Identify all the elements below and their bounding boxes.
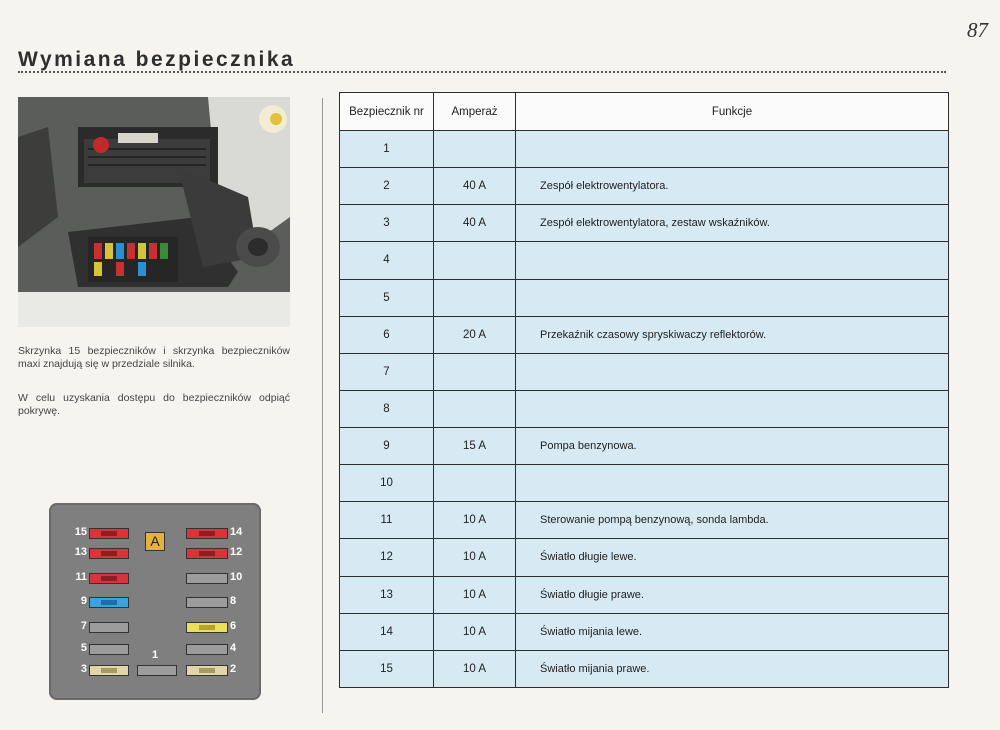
fuse-box-label-a: A	[145, 532, 165, 551]
cell-function: Zespół elektrowentylatora.	[516, 168, 949, 205]
table-row	[340, 316, 949, 353]
table-row	[340, 242, 949, 279]
fuse-box-diagram	[49, 503, 261, 700]
slot-number-1: 1	[152, 649, 159, 661]
column-divider	[322, 98, 323, 713]
cell-fuse-number: 4	[340, 242, 434, 279]
slot-number: 2	[230, 663, 237, 675]
table-row	[340, 168, 949, 205]
cell-amperage: 10 A	[434, 576, 516, 613]
cell-amperage: 15 A	[434, 428, 516, 465]
cell-function: Pompa benzynowa.	[516, 428, 949, 465]
slot-number: 13	[74, 546, 87, 558]
cell-fuse-number: 15	[340, 650, 434, 687]
cell-fuse-number: 1	[340, 131, 434, 168]
caption-access: W celu uzyskania dostępu do bezpieczników odpiąć pokrywę.	[18, 392, 290, 417]
cell-function	[516, 390, 949, 427]
cell-fuse-number: 6	[340, 316, 434, 353]
cell-amperage	[434, 390, 516, 427]
cell-amperage: 40 A	[434, 168, 516, 205]
fuse-slot	[89, 548, 129, 559]
slot-number: 4	[230, 642, 237, 654]
engine-bay-photo	[18, 97, 290, 327]
cell-amperage: 10 A	[434, 502, 516, 539]
column-header-functions: Funkcje	[516, 93, 949, 131]
cell-amperage: 10 A	[434, 613, 516, 650]
slot-number: 11	[75, 571, 87, 583]
table-header-row	[340, 93, 949, 131]
slot-number: 6	[230, 620, 237, 632]
cell-fuse-number: 14	[340, 613, 434, 650]
column-header-fuse-number: Bezpiecznik nr	[340, 93, 434, 131]
fuse-slot	[186, 528, 228, 539]
cell-fuse-number: 5	[340, 279, 434, 316]
cell-amperage: 10 A	[434, 650, 516, 687]
heading-dotted-rule	[18, 71, 946, 73]
fuse-slot	[186, 665, 228, 676]
fuse-slot	[89, 528, 129, 539]
cell-amperage: 10 A	[434, 539, 516, 576]
cell-function: Światło mijania lewe.	[516, 613, 949, 650]
table-row	[340, 279, 949, 316]
fuse-slot	[186, 548, 228, 559]
cell-fuse-number: 8	[340, 390, 434, 427]
cell-amperage	[434, 353, 516, 390]
cell-fuse-number: 13	[340, 576, 434, 613]
column-header-amperage: Amperaż	[434, 93, 516, 131]
table-row	[340, 650, 949, 687]
cell-function: Światło długie lewe.	[516, 539, 949, 576]
slot-number: 9	[80, 595, 87, 607]
slot-number: 8	[230, 595, 237, 607]
cell-function	[516, 465, 949, 502]
cell-function	[516, 353, 949, 390]
cell-fuse-number: 10	[340, 465, 434, 502]
fuse-slot	[89, 644, 129, 655]
fuse-slot	[186, 597, 228, 608]
cell-function: Zespół elektrowentylatora, zestaw wskaźników.	[516, 205, 949, 242]
fuse-slot	[186, 622, 228, 633]
cell-function: Światło mijania prawe.	[516, 650, 949, 687]
slot-number: 14	[230, 526, 243, 538]
table-row	[340, 353, 949, 390]
table-row	[340, 465, 949, 502]
cell-function: Światło długie prawe.	[516, 576, 949, 613]
cell-fuse-number: 7	[340, 353, 434, 390]
cell-amperage: 40 A	[434, 205, 516, 242]
table-row	[340, 539, 949, 576]
fuse-slot-1	[137, 665, 177, 676]
cell-function: Przekaźnik czasowy spryskiwaczy reflektorów.	[516, 316, 949, 353]
table-row	[340, 205, 949, 242]
table-row	[340, 428, 949, 465]
cell-function	[516, 242, 949, 279]
cell-fuse-number: 12	[340, 539, 434, 576]
cell-function: Sterowanie pompą benzynową, sonda lambda.	[516, 502, 949, 539]
fuse-slot	[89, 573, 129, 584]
cell-amperage	[434, 131, 516, 168]
fuse-slot	[89, 597, 129, 608]
cell-fuse-number: 9	[340, 428, 434, 465]
slot-number: 5	[80, 642, 87, 654]
page-title: Wymiana bezpiecznika	[18, 48, 296, 71]
cell-fuse-number: 2	[340, 168, 434, 205]
cell-amperage	[434, 279, 516, 316]
fuse-table	[339, 92, 949, 688]
caption-fuse-boxes: Skrzynka 15 bezpieczników i skrzynka bezpieczników maxi znajdują się w przedziale silnika.	[18, 345, 290, 370]
table-row	[340, 502, 949, 539]
slot-number: 10	[230, 571, 243, 583]
fuse-slot	[186, 573, 228, 584]
cell-function	[516, 279, 949, 316]
cell-amperage	[434, 465, 516, 502]
cell-function	[516, 131, 949, 168]
cell-fuse-number: 3	[340, 205, 434, 242]
fuse-slot	[89, 665, 129, 676]
table-row	[340, 390, 949, 427]
cell-amperage: 20 A	[434, 316, 516, 353]
page-number: 87	[967, 18, 988, 42]
cell-fuse-number: 11	[340, 502, 434, 539]
table-row	[340, 576, 949, 613]
fuse-slot	[186, 644, 228, 655]
slot-number: 15	[74, 526, 87, 538]
slot-number: 3	[80, 663, 87, 675]
slot-number: 12	[230, 546, 243, 558]
fuse-slot	[89, 622, 129, 633]
cell-amperage	[434, 242, 516, 279]
slot-number: 7	[80, 620, 87, 632]
table-row	[340, 613, 949, 650]
table-row	[340, 131, 949, 168]
